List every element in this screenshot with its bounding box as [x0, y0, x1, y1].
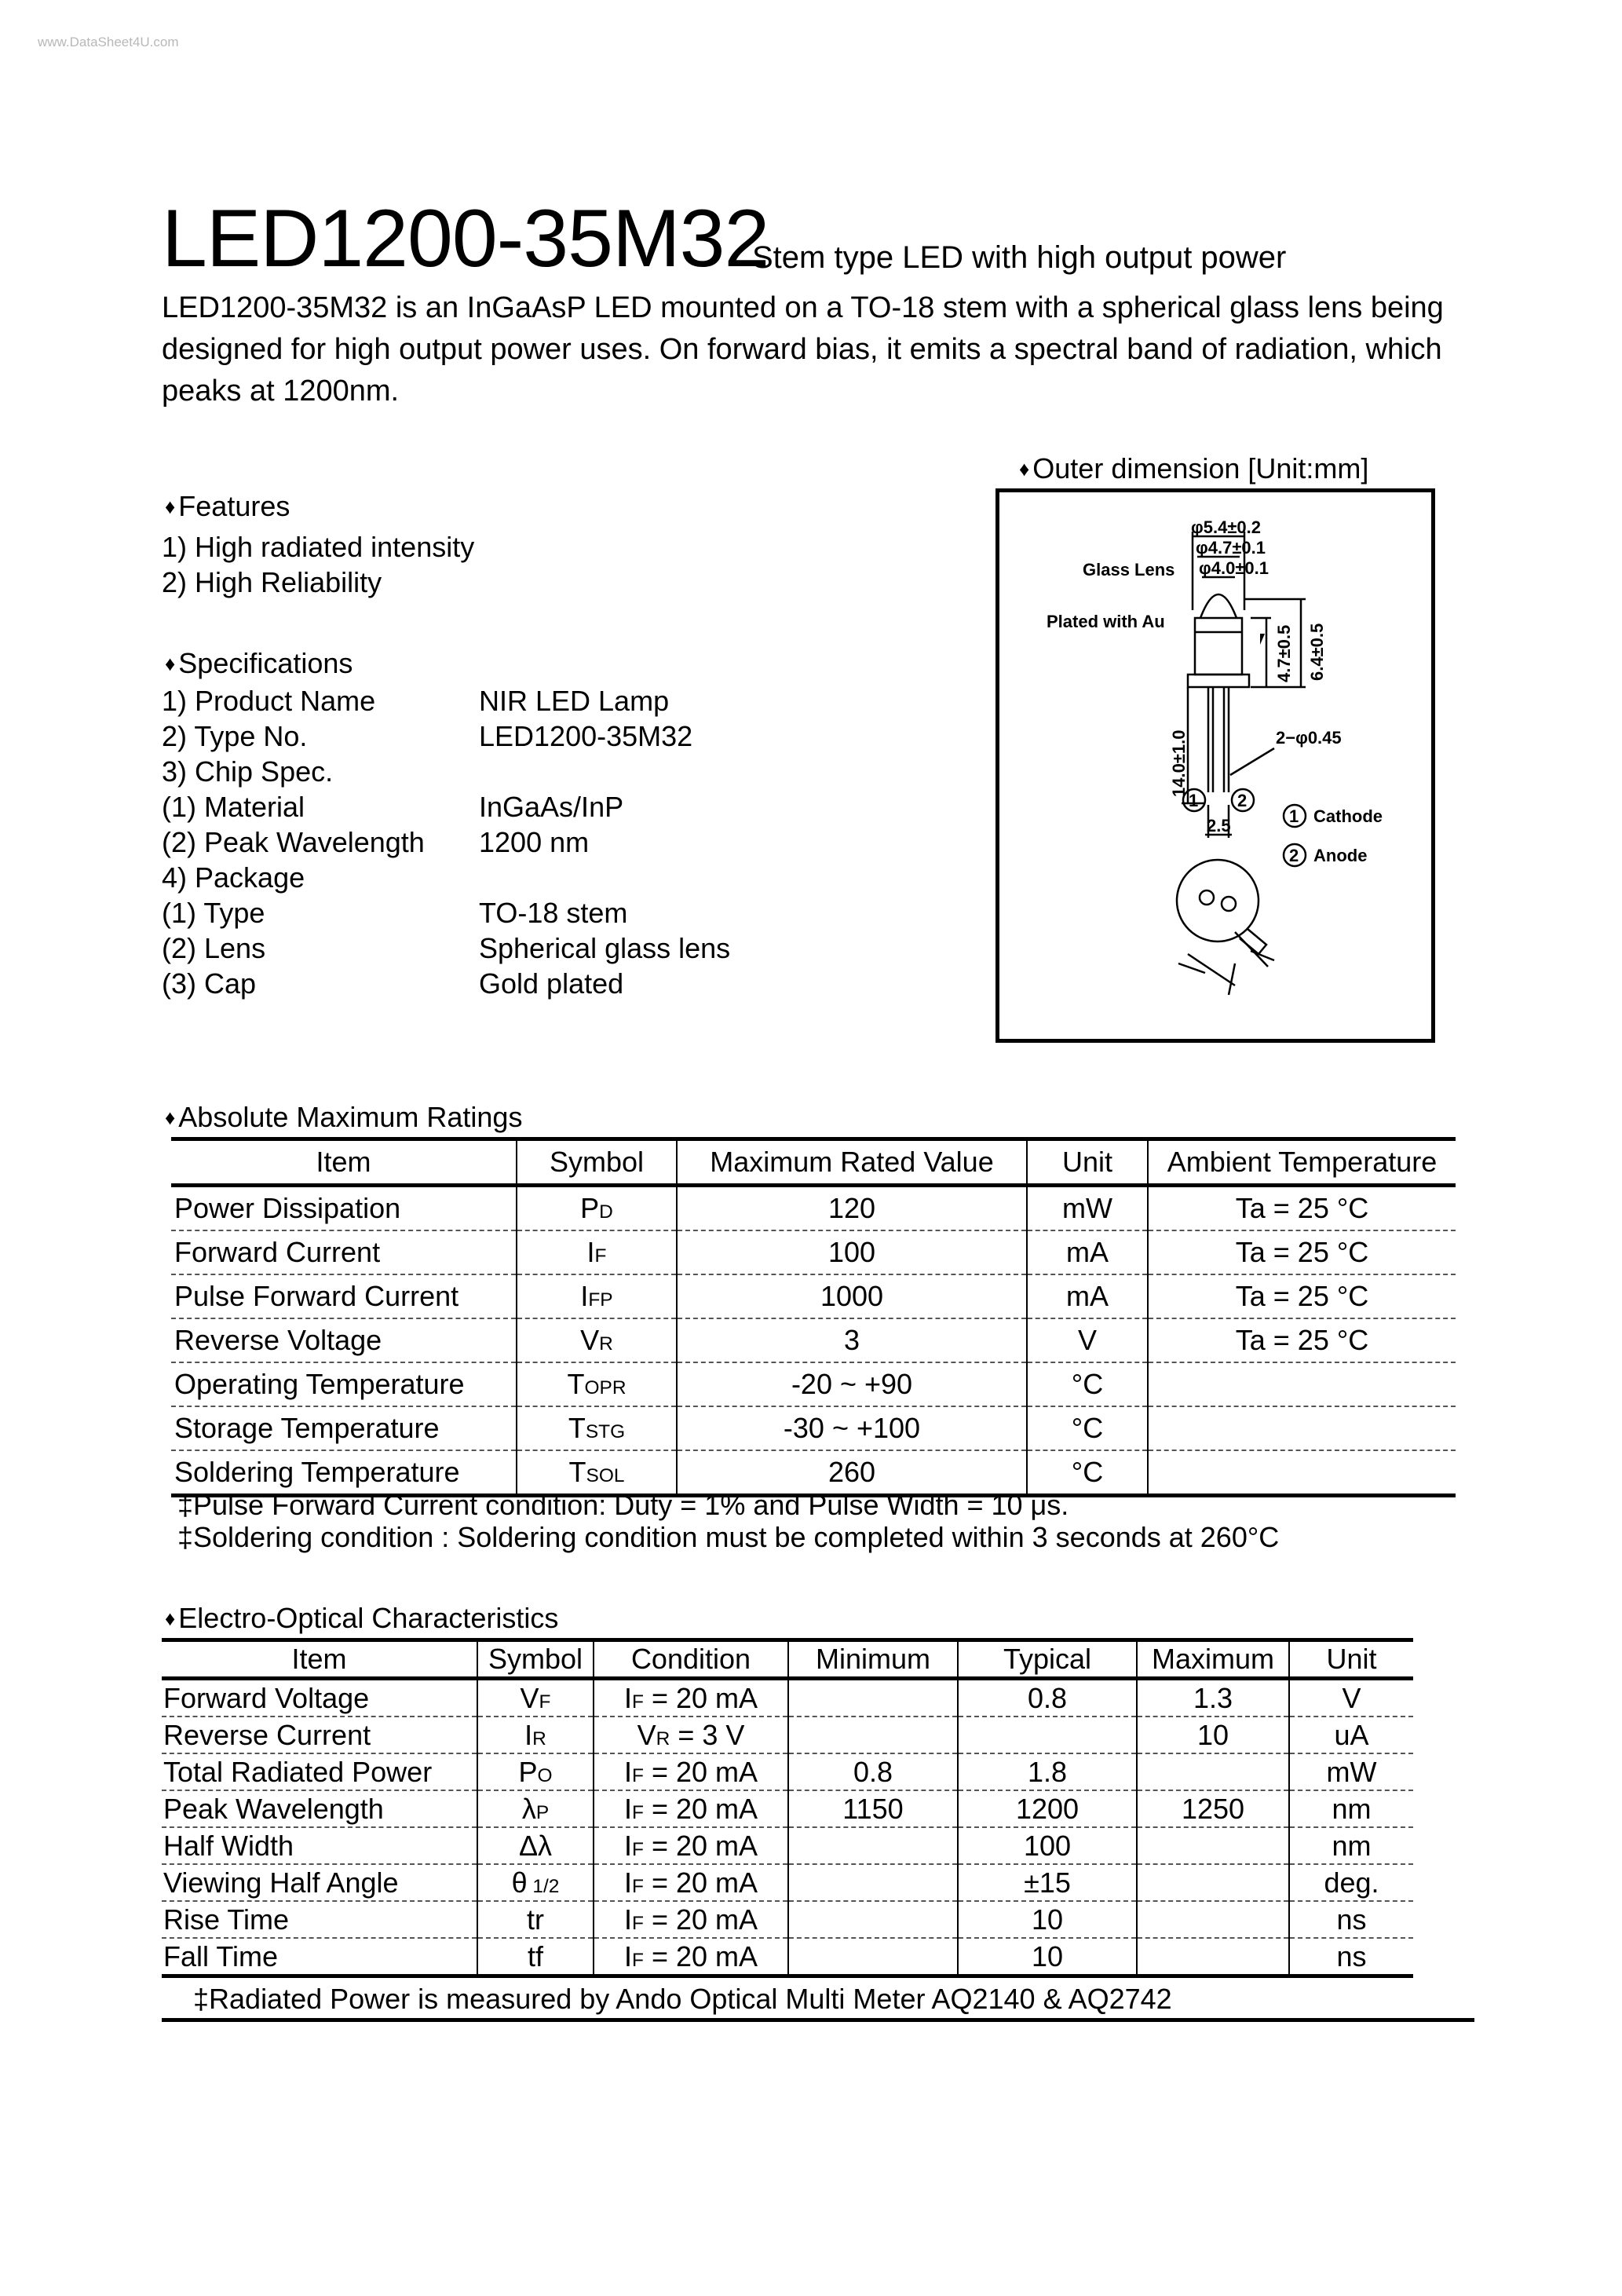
table-row: [162, 1901, 1413, 1938]
typ-cell: 1.8: [958, 1753, 1137, 1790]
outer-dimension-drawing: [995, 488, 1435, 1043]
symbol-cell: tr: [477, 1901, 594, 1938]
unit-cell: mW: [1027, 1186, 1148, 1231]
electro-optical-heading: ♦ Electro-Optical Characteristics: [165, 1602, 559, 1634]
condition-cell: IF = 20 mA: [594, 1901, 788, 1938]
table-row: [171, 1318, 1456, 1362]
bullet-icon: ♦: [165, 1607, 176, 1630]
max-cell: [1137, 1938, 1289, 1976]
feature-item: 1) High radiated intensity: [162, 531, 475, 563]
max-cell: 1250: [1137, 1790, 1289, 1827]
item-cell: Total Radiated Power: [162, 1753, 477, 1790]
condition-cell: IF = 20 mA: [594, 1790, 788, 1827]
bullet-icon: ♦: [1019, 457, 1030, 481]
table-row: [162, 1827, 1413, 1864]
table-row: [162, 1790, 1413, 1827]
table-row: [162, 1717, 1413, 1753]
dim-pin-pitch: 2.5: [1207, 816, 1231, 835]
outer-dimension-heading: ♦ Outer dimension [Unit:mm]: [1019, 452, 1369, 484]
dim-lead-length: 14.0±1.0: [1169, 729, 1189, 797]
dim-lens-diameter: φ4.0±0.1: [1199, 558, 1269, 578]
item-cell: Operating Temperature: [171, 1362, 517, 1406]
col-header: Symbol: [477, 1640, 594, 1679]
value-cell: 260: [677, 1450, 1027, 1496]
cathode-label: Cathode: [1313, 806, 1383, 826]
value-cell: 1000: [677, 1274, 1027, 1318]
col-header: Condition: [594, 1640, 788, 1679]
item-cell: Fall Time: [162, 1938, 477, 1976]
col-header: Ambient Temperature: [1148, 1139, 1456, 1186]
table-row: [171, 1186, 1456, 1231]
table-row: [162, 1938, 1413, 1976]
symbol-cell: TOPR: [517, 1362, 677, 1406]
feature-item: 2) High Reliability: [162, 566, 382, 598]
temp-cell: Ta = 25 °C: [1148, 1230, 1456, 1274]
typ-cell: 10: [958, 1938, 1137, 1976]
bullet-icon: ♦: [165, 652, 176, 675]
col-header: Symbol: [517, 1139, 677, 1186]
dim-cap-diameter: φ4.7±0.1: [1196, 538, 1266, 558]
item-cell: Forward Current: [171, 1230, 517, 1274]
condition-cell: IF = 20 mA: [594, 1753, 788, 1790]
symbol-cell: λP: [477, 1790, 594, 1827]
condition-cell: IF = 20 mA: [594, 1938, 788, 1976]
absolute-max-notes: [177, 1489, 1279, 1553]
features-heading: ♦ Features: [165, 490, 290, 522]
value-cell: -20 ~ +90: [677, 1362, 1027, 1406]
col-header: Item: [171, 1139, 517, 1186]
unit-cell: °C: [1027, 1406, 1148, 1450]
table-row: [171, 1406, 1456, 1450]
absolute-max-heading: ♦ Absolute Maximum Ratings: [165, 1101, 523, 1133]
condition-cell: IF = 20 mA: [594, 1864, 788, 1901]
anode-label: Anode: [1313, 846, 1368, 865]
symbol-cell: IFP: [517, 1274, 677, 1318]
max-cell: [1137, 1901, 1289, 1938]
col-header: Unit: [1289, 1640, 1413, 1679]
item-cell: Peak Wavelength: [162, 1790, 477, 1827]
note-line: ‡Pulse Forward Current condition: Duty = 1% and Pulse Width = 10 μs.: [177, 1489, 1069, 1521]
symbol-cell: VR: [517, 1318, 677, 1362]
item-cell: Rise Time: [162, 1901, 477, 1938]
symbol-cell: tf: [477, 1938, 594, 1976]
unit-cell: °C: [1027, 1362, 1148, 1406]
unit-cell: V: [1027, 1318, 1148, 1362]
value-cell: 3: [677, 1318, 1027, 1362]
min-cell: [788, 1938, 958, 1976]
table-header-row: [162, 1640, 1413, 1679]
item-cell: Half Width: [162, 1827, 477, 1864]
item-cell: Reverse Current: [162, 1717, 477, 1753]
unit-cell: mA: [1027, 1274, 1148, 1318]
intro-paragraph: LED1200-35M32 is an InGaAsP LED mounted on a TO-18 stem with a spherical glass lens being designed for high output power uses. On forward bias, it emits a spectral band of radiation, which peaks at 1200nm.: [162, 291, 1444, 408]
pin1-marker: 1: [1189, 791, 1199, 810]
temp-cell: Ta = 25 °C: [1148, 1318, 1456, 1362]
table-row: [171, 1274, 1456, 1318]
typ-cell: ±15: [958, 1864, 1137, 1901]
symbol-cell: θ 1/2: [477, 1864, 594, 1901]
dim-cap-height: 4.7±0.5: [1274, 624, 1294, 682]
glass-lens-label: Glass Lens: [1083, 560, 1175, 579]
min-cell: 0.8: [788, 1753, 958, 1790]
dim-lead-diameter: 2−φ0.45: [1276, 728, 1342, 748]
pin2-marker: 2: [1237, 791, 1248, 810]
legend-pin2: 2: [1289, 846, 1299, 865]
bottom-rule: [162, 2018, 1474, 2022]
max-cell: [1137, 1864, 1289, 1901]
item-cell: Forward Voltage: [162, 1679, 477, 1717]
min-cell: [788, 1717, 958, 1753]
max-cell: [1137, 1753, 1289, 1790]
electro-optical-note: ‡Radiated Power is measured by Ando Optical Multi Meter AQ2140 & AQ2742: [193, 1983, 1172, 2015]
typ-cell: 100: [958, 1827, 1137, 1864]
item-cell: Viewing Half Angle: [162, 1864, 477, 1901]
unit-cell: mW: [1289, 1753, 1413, 1790]
temp-cell: [1148, 1406, 1456, 1450]
table-row: [162, 1753, 1413, 1790]
subtitle: Stem type LED with high output power: [752, 240, 1287, 275]
symbol-cell: PO: [477, 1753, 594, 1790]
max-cell: [1137, 1827, 1289, 1864]
unit-cell: deg.: [1289, 1864, 1413, 1901]
temp-cell: Ta = 25 °C: [1148, 1186, 1456, 1231]
absolute-max-table: [171, 1137, 1456, 1497]
unit-cell: mA: [1027, 1230, 1148, 1274]
symbol-cell: VF: [477, 1679, 594, 1717]
table-row: [162, 1679, 1413, 1717]
typ-cell: 0.8: [958, 1679, 1137, 1717]
unit-cell: ns: [1289, 1901, 1413, 1938]
typ-cell: 10: [958, 1901, 1137, 1938]
col-header: Typical: [958, 1640, 1137, 1679]
item-cell: Reverse Voltage: [171, 1318, 517, 1362]
min-cell: [788, 1679, 958, 1717]
col-header: Unit: [1027, 1139, 1148, 1186]
part-number-title: LED1200-35M32: [162, 193, 769, 284]
col-header: Item: [162, 1640, 477, 1679]
symbol-cell: TSOL: [517, 1450, 677, 1496]
col-header: Maximum: [1137, 1640, 1289, 1679]
min-cell: 1150: [788, 1790, 958, 1827]
max-cell: 10: [1137, 1717, 1289, 1753]
unit-cell: V: [1289, 1679, 1413, 1717]
unit-cell: nm: [1289, 1790, 1413, 1827]
table-header-row: [171, 1139, 1456, 1186]
min-cell: [788, 1864, 958, 1901]
specifications-heading: ♦ Specifications: [165, 647, 353, 679]
table-row: [171, 1362, 1456, 1406]
bullet-icon: ♦: [165, 1106, 176, 1129]
symbol-cell: IR: [477, 1717, 594, 1753]
plated-label: Plated with Au: [1047, 612, 1165, 631]
value-cell: 120: [677, 1186, 1027, 1231]
symbol-cell: PD: [517, 1186, 677, 1231]
legend-pin1: 1: [1289, 806, 1299, 826]
table-row: [171, 1230, 1456, 1274]
unit-cell: nm: [1289, 1827, 1413, 1864]
unit-cell: °C: [1027, 1450, 1148, 1496]
typ-cell: [958, 1717, 1137, 1753]
dim-total-height: 6.4±0.5: [1307, 623, 1327, 681]
unit-cell: ns: [1289, 1938, 1413, 1976]
note-line: ‡Soldering condition : Soldering condition must be completed within 3 seconds at 260°C: [177, 1521, 1280, 1553]
item-cell: Soldering Temperature: [171, 1450, 517, 1496]
condition-cell: VR = 3 V: [594, 1717, 788, 1753]
table-row: [162, 1864, 1413, 1901]
value-cell: 100: [677, 1230, 1027, 1274]
unit-cell: uA: [1289, 1717, 1413, 1753]
condition-cell: IF = 20 mA: [594, 1827, 788, 1864]
bullet-icon: ♦: [165, 495, 176, 518]
electro-optical-table: [162, 1638, 1413, 1978]
features-list: [162, 529, 474, 600]
max-cell: 1.3: [1137, 1679, 1289, 1717]
value-cell: -30 ~ +100: [677, 1406, 1027, 1450]
symbol-cell: IF: [517, 1230, 677, 1274]
item-cell: Pulse Forward Current: [171, 1274, 517, 1318]
symbol-cell: Δλ: [477, 1827, 594, 1864]
col-header: Minimum: [788, 1640, 958, 1679]
min-cell: [788, 1827, 958, 1864]
dimension-diagram: [999, 492, 1431, 1039]
watermark: www.DataSheet4U.com: [38, 35, 179, 49]
condition-cell: IF = 20 mA: [594, 1679, 788, 1717]
temp-cell: Ta = 25 °C: [1148, 1274, 1456, 1318]
dim-outer-diameter: φ5.4±0.2: [1191, 517, 1261, 537]
symbol-cell: TSTG: [517, 1406, 677, 1450]
item-cell: Power Dissipation: [171, 1186, 517, 1231]
temp-cell: [1148, 1362, 1456, 1406]
min-cell: [788, 1901, 958, 1938]
col-header: Maximum Rated Value: [677, 1139, 1027, 1186]
typ-cell: 1200: [958, 1790, 1137, 1827]
item-cell: Storage Temperature: [171, 1406, 517, 1450]
